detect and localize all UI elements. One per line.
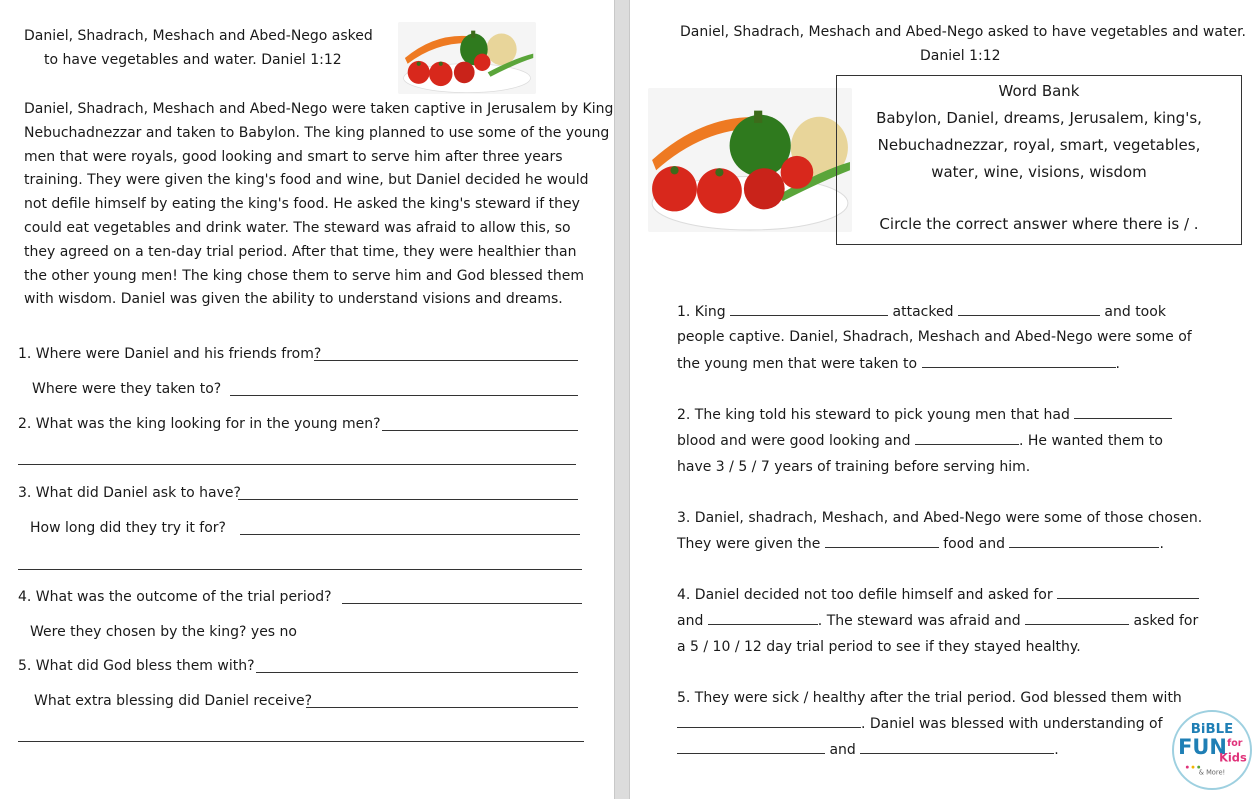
answer-line: [18, 464, 576, 465]
passage-line: the other young men! The king chose them to serve him and God blessed them: [24, 267, 584, 284]
answer-line: [314, 360, 578, 361]
sentence-text: blood and were good looking and: [677, 433, 911, 449]
sentence-text: attacked: [892, 304, 954, 320]
sentence-3-line2: [677, 532, 1164, 556]
question-2: 2. What was the king looking for in the young men?: [18, 416, 381, 432]
sentence-text: and: [829, 742, 856, 758]
left-title-line1: Daniel, Shadrach, Meshach and Abed-Nego asked: [24, 28, 373, 44]
passage-line: they agreed on a ten-day trial period. After that time, they were healthier than: [24, 243, 577, 260]
passage-line: not defile himself by eating the king's food. He asked the king's steward if they: [24, 196, 580, 213]
sentence-4-line2: [677, 609, 1198, 633]
sentence-text: .: [1115, 356, 1120, 372]
right-title-line1: Daniel, Shadrach, Meshach and Abed-Nego asked to have vegetables and water.: [680, 24, 1246, 40]
sentence-text: asked for: [1133, 613, 1199, 629]
bible-fun-for-kids-logo: [1172, 710, 1252, 790]
right-page: [630, 0, 1258, 799]
sentence-text: 4. Daniel decided not too defile himself and asked for: [677, 587, 1053, 603]
sentence-text: and: [677, 613, 704, 629]
answer-blank: [860, 739, 1054, 754]
sentence-text: food and: [943, 536, 1005, 552]
logo-word: Kids: [1219, 750, 1247, 765]
word-bank-instruction: Circle the correct answer where there is / .: [879, 215, 1199, 233]
passage-line: Nebuchadnezzar and taken to Babylon. The king planned to use some of the young: [24, 124, 610, 141]
sentence-text: They were given the: [677, 536, 821, 552]
question-3a: 3. What did Daniel ask to have?: [18, 485, 241, 501]
vegetables-image: [398, 22, 536, 94]
sentence-text: . The steward was afraid and: [817, 613, 1021, 629]
word-bank-line: Babylon, Daniel, dreams, Jerusalem, king's,: [876, 109, 1202, 127]
sentence-text: . Daniel was blessed with understanding of: [861, 716, 1163, 732]
passage-line: with wisdom. Daniel was given the ability to understand visions and dreams.: [24, 291, 563, 308]
sentence-1-line3: [677, 352, 1120, 376]
logo-word: FUN: [1178, 734, 1227, 759]
answer-line: [256, 672, 578, 673]
word-bank-box: [836, 75, 1242, 245]
passage-line: could eat vegetables and drink water. The steward was afraid to allow this, so: [24, 219, 571, 236]
logo-word: & More!: [1198, 768, 1226, 777]
sentence-2-line2: [677, 429, 1163, 453]
passage-line: men that were royals, good looking and smart to serve him after three years: [24, 148, 563, 165]
question-5a: 5. What did God bless them with?: [18, 658, 255, 674]
sentence-text: 1. King: [677, 304, 726, 320]
answer-blank: [915, 430, 1019, 445]
sentence-text: the young men that were taken to: [677, 356, 918, 372]
question-4a: 4. What was the outcome of the trial period?: [18, 589, 332, 605]
sentence-5-line1: 5. They were sick / healthy after the trial period. God blessed them with: [677, 690, 1182, 706]
sentence-4-line3: a 5 / 10 / 12 day trial period to see if they stayed healthy.: [677, 639, 1081, 655]
sentence-text: .: [1159, 536, 1164, 552]
page-gutter: [614, 0, 630, 799]
answer-blank: [677, 713, 861, 728]
sentence-2-line3: have 3 / 5 / 7 years of training before serving him.: [677, 459, 1031, 475]
question-4b: Were they chosen by the king? yes no: [30, 624, 297, 640]
question-1a: 1. Where were Daniel and his friends from?: [18, 346, 322, 362]
answer-blank: [1025, 610, 1129, 625]
left-title-line2: to have vegetables and water. Daniel 1:12: [44, 52, 342, 68]
answer-blank: [1009, 533, 1159, 548]
answer-line: [382, 430, 578, 431]
vegetables-image: [648, 88, 852, 232]
answer-line: [238, 499, 578, 500]
sentence-4-line1: [677, 583, 1199, 607]
answer-blank: [730, 301, 888, 316]
sentence-text: and took: [1104, 304, 1166, 320]
answer-blank: [1057, 584, 1199, 599]
word-bank-line: Nebuchadnezzar, royal, smart, vegetables,: [877, 136, 1201, 154]
answer-line: [18, 741, 584, 742]
sentence-1-line2: people captive. Daniel, Shadrach, Meshach and Abed-Nego were some of: [677, 329, 1192, 345]
answer-blank: [708, 610, 818, 625]
answer-line: [240, 534, 580, 535]
left-page: [0, 0, 614, 799]
question-3b: How long did they try it for?: [30, 520, 226, 536]
answer-blank: [1074, 404, 1172, 419]
logo-word: for: [1227, 738, 1243, 750]
answer-line: [306, 707, 578, 708]
right-title-line2: Daniel 1:12: [920, 48, 1001, 64]
sentence-text: 2. The king told his steward to pick young men that had: [677, 407, 1070, 423]
question-1b: Where were they taken to?: [32, 381, 222, 397]
passage-line: training. They were given the king's food and wine, but Daniel decided he would: [24, 172, 589, 189]
sentence-text: .: [1054, 742, 1059, 758]
logo-word: BiBLE: [1190, 721, 1234, 737]
answer-blank: [825, 533, 939, 548]
sentence-5-line2: [677, 712, 1163, 736]
sentence-2-line1: [677, 403, 1172, 427]
sentence-3-line1: 3. Daniel, shadrach, Meshach, and Abed-Nego were some of those chosen.: [677, 510, 1203, 526]
sentence-1-line1: [677, 300, 1166, 324]
answer-line: [342, 603, 582, 604]
word-bank-heading: Word Bank: [998, 82, 1080, 100]
passage-line: Daniel, Shadrach, Meshach and Abed-Nego were taken captive in Jerusalem by King: [24, 101, 614, 117]
answer-blank: [677, 739, 825, 754]
story-passage: [24, 98, 613, 312]
question-5b: What extra blessing did Daniel receive?: [34, 693, 313, 709]
word-bank-line: water, wine, visions, wisdom: [931, 163, 1147, 181]
sentence-text: . He wanted them to: [1018, 433, 1163, 449]
answer-blank: [958, 301, 1100, 316]
answer-line: [230, 395, 578, 396]
answer-blank: [922, 353, 1116, 368]
answer-line: [18, 569, 582, 570]
sentence-5-line3: [677, 738, 1059, 762]
